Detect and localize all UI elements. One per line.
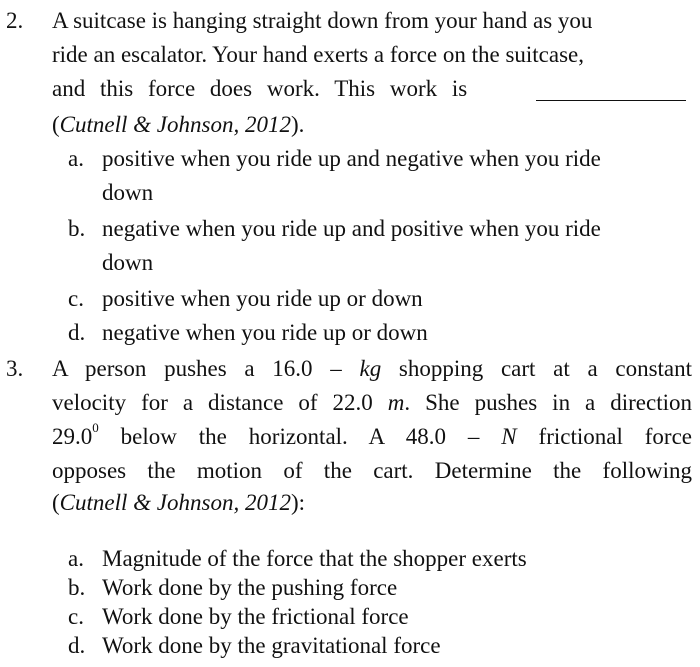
option-letter: a. [68,146,84,171]
option-text: Work done by the gravitational force [102,633,441,658]
question-text-line: and this force does work. This work is [52,76,468,101]
answer-blank [536,82,686,101]
option-letter: c. [68,286,84,311]
option-text: negative when you ride up or down [102,320,428,345]
question-text-line: ride an escalator. Your hand exerts a force on the suitcase, [52,42,585,67]
option-text: down [102,250,154,275]
question-text-line: velocity for a distance of 22.0 m. She pushes in a direction [52,390,692,415]
citation: (Cutnell & Johnson, 2012). [52,112,305,137]
option-letter: b. [68,216,86,241]
option-text: Work done by the pushing force [102,575,398,600]
option-letter: c. [68,604,84,629]
citation: (Cutnell & Johnson, 2012): [52,490,306,515]
question-number: 2. [6,8,24,33]
question-text-line: 29.0$^0$ below the horizontal. A 48.0 – N frictional force [52,420,692,449]
option-text: positive when you ride up and negative when you ride [102,146,601,171]
option-text: Work done by the frictional force [102,604,409,629]
question-text-line: opposes the motion of the cart. Determine the following [52,458,692,483]
question-number: 3. [6,356,24,381]
option-text: Magnitude of the force that the shopper exerts [102,546,527,571]
option-text: down [102,180,154,205]
question-text-line: A suitcase is hanging straight down from your hand as you [52,8,593,33]
option-letter: b. [68,575,86,600]
option-text: negative when you ride up and positive when you ride [102,216,601,241]
option-letter: a. [68,546,84,571]
question-text-line: A person pushes a 16.0 – kg shopping cart at a constant [52,356,693,381]
option-letter: d. [68,320,86,345]
option-letter: d. [68,633,86,658]
option-text: positive when you ride up or down [102,286,423,311]
